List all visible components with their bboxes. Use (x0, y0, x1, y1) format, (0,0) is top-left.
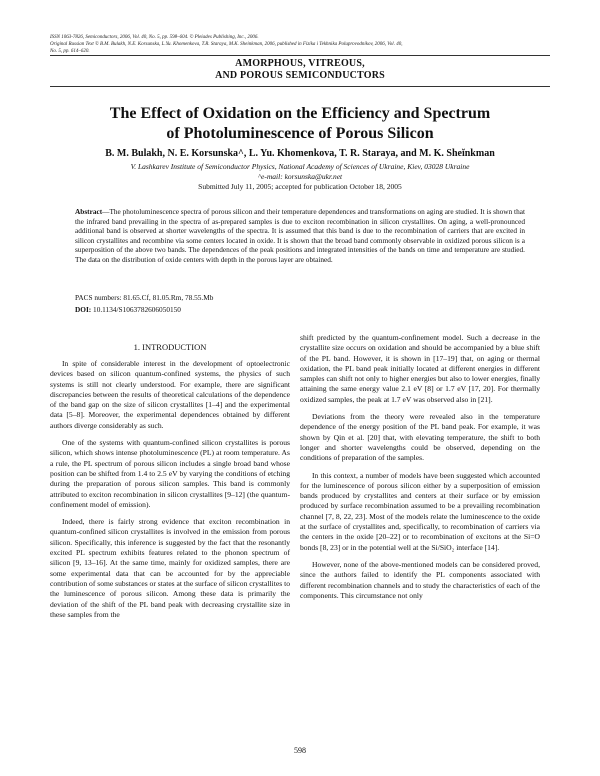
article-title (60, 104, 540, 144)
right-paragraph-1: shift predicted by the quantum-confinement model. Such a decrease in the crystallite size occurs on oxidation and should be accompanied by a blue shift of the PL band. However, it is shown in [17–19] that, on aging or thermal oxidation, the PL band peak initially located at different energies in different samples can shift not only to higher energies but also to lower energies, finally attaining the same energy value 2.1 eV [8] or 1.7 eV [17, 20]. For thermally oxidized samples, the peak at 1.7 eV was observed also in [21]. (300, 333, 540, 404)
section-line-2: AND POROUS SEMICONDUCTORS (215, 70, 385, 81)
abstract (75, 207, 525, 265)
doi-label: DOI: (75, 305, 92, 314)
citation-line-3: No. 5, pp. 614–620. (50, 49, 90, 54)
abstract-label: Abstract (75, 207, 103, 216)
header-rule-bottom (50, 86, 550, 87)
left-paragraph-3: Indeed, there is fairly strong evidence that exciton recombination in quantum-confined silicon crystallites is involved in the emission from porous silicon. Specifically, this inference is suggested by the fact that the resonantly excited PL spectrum exhibits features related to the phonon spectrum of silicon [9, 13–16]. At the same time, mainly for oxidized samples, there are some experimental data that can be accounted for by the appreciable contribution of some substances or states at the surface of silicon crystallites to the luminescence of porous silicon. Among these data is primarily the deviation of the shift of the PL band peak with decreasing crystallite size in these samples from the (50, 517, 290, 619)
right-column (300, 333, 540, 608)
author-list: B. M. Bulakh, N. E. Korsunska^, L. Yu. Khomenkova, T. R. Staraya, and M. K. Sheĭnkman (105, 148, 495, 159)
section-line-1: AMORPHOUS, VITREOUS, (235, 58, 365, 69)
journal-section-heading (0, 58, 600, 82)
affiliation: V. Lashkarev Institute of Semiconductor Physics, National Academy of Sciences of Ukraine, Kiev, 03028 Ukraine (130, 162, 470, 171)
header-rule-top (50, 55, 550, 56)
page-number: 598 (294, 746, 306, 755)
citation-line-2: Original Russian Text © B.M. Bulakh, N.E. Korsunska, L.Yu. Khomenkova, T.R. Staraya, M.K. Sheinkman, 2006, published in Fizika i Tekhnika Poluprovodnikov, 2006, Vol. 40, (50, 42, 403, 47)
left-paragraph-1: In spite of considerable interest in the development of optoelectronic devices based on silicon quantum-confined systems, the physics of such systems is still not clearly understood. For example, there are significant discrepancies between the results of theoretical calculations of the dependence of the band gap on the size of silicon crystallites [1–4] and the experimental data [5–8]. Moreover, the experimental dependences obtained by different authors diverge considerably as such. (50, 359, 290, 430)
introduction-heading: 1. INTRODUCTION (133, 342, 207, 352)
citation-header (50, 34, 550, 55)
abstract-text: —The photoluminescence spectra of porous silicon and their temperature dependences and transformations on aging are studied. It is shown that the infrared band prevailing in the spectra of as-prepared samples is due to exciton recombination in silicon crystallites. On aging, a well-pronounced additional band is observed at shorter wavelengths of the spectra. It is assumed that this band is due to the recombination of carriers that are excited in silicon crystallites and recombine via some centers located in oxide. It is shown that the broad band commonly observable in oxidized porous silicon is a superposition of the above two bands. The dependences of the peak positions and integrated intensities of the bands on time and temperature are studied. The data on the distribution of oxide centers with depth in the porous layer are obtained. (75, 207, 525, 264)
title-line-2: of Photoluminescence of Porous Silicon (166, 125, 434, 142)
corresponding-email: ^e-mail: korsunska@ukr.net (257, 172, 343, 181)
affiliation-block (40, 162, 560, 182)
right-paragraph-2: Deviations from the theory were revealed also in the temperature dependence of the energy position of the PL band peak. For example, it was shown by Qin et al. [20] that, with elevating temperature, the shift to both longer and shorter wavelengths could be observed, depending on the conditions of preparation of the samples. (300, 412, 540, 463)
doi-value: 10.1134/S1063782606050150 (93, 305, 181, 314)
submission-dates: Submitted July 11, 2005; accepted for publication October 18, 2005 (198, 182, 402, 191)
right-paragraph-4: However, none of the above-mentioned models can be considered proved, since the authors failed to identify the PL components associated with different recombination channels and to study the characteristics of each of the components. This circumstance not only (300, 559, 540, 600)
doi-line (75, 305, 525, 315)
left-column (50, 333, 290, 627)
left-paragraph-2: One of the systems with quantum-confined silicon crystallites is porous silicon, which shows intense photoluminescence (PL) at room temperature. As a rule, the PL spectrum of porous silicon includes a single broad band whose position can be shifted from 1.4 to 2.5 eV by varying the conditions of etching during the preparation of porous silicon samples. This band is commonly attributed to exciton recombination in silicon crystallites [9–12] (the quantum-confinement model of emission). (50, 438, 290, 509)
right-paragraph-3: In this context, a number of models have been suggested which accounted for the luminescence of porous silicon either by a superposition of emission bands produced by crystallites and centers at their surface or by emission produced by surface recombination assumed to be a prevailing recombination channel [7, 8, 22, 23]. Most of the models relate the luminescence to the oxide at the surface of crystallites and, specifically, to recombination of carriers via the centers in the oxide [20–22] or to recombination of excitons at the Si=O bonds [8, 23] or in the potential well at the Si/SiO₂ interface [14]. (300, 470, 540, 552)
citation-line-1: ISSN 1063-7826, Semiconductors, 2006, Vol. 40, No. 5, pp. 598–604. © Pleiades Publishing, Inc., 2006. (50, 35, 259, 40)
pacs-numbers: PACS numbers: 81.65.Cf, 81.05.Rm, 78.55.Mb (75, 293, 214, 302)
title-line-1: The Effect of Oxidation on the Efficiency and Spectrum (109, 105, 491, 122)
